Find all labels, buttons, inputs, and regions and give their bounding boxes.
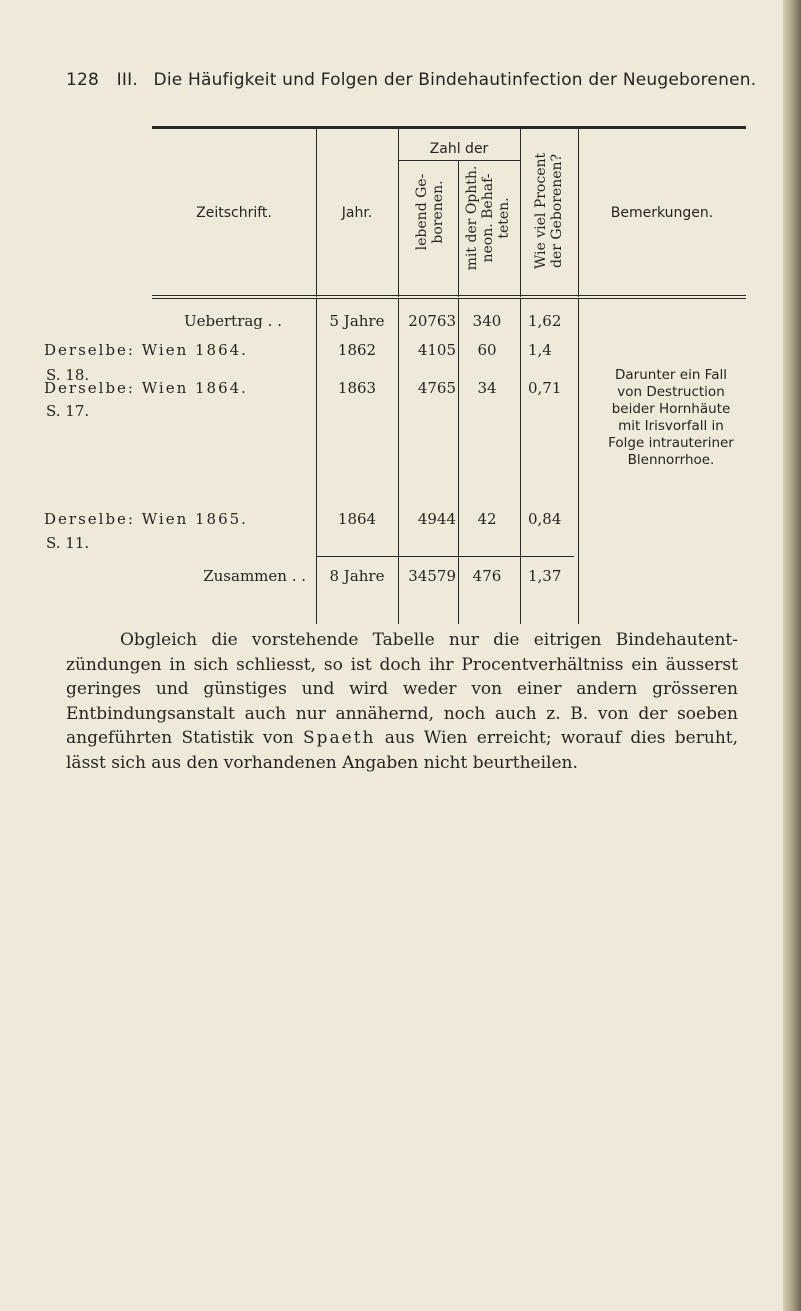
vrule-procent-header bbox=[520, 129, 521, 297]
vrule-bemerkungen bbox=[578, 299, 579, 624]
row-1864a-label: Derselbe: Wien 1864. bbox=[44, 341, 248, 359]
section-number: III. bbox=[116, 70, 138, 90]
paragraph-text-1: Obgleich die vorstehende Tabelle nur die eitrigen Bindehautentzündungen in sich schliesst, so ist doch ihr Procentverhältniss ein äusserst geringes und günstiges und wird weder von einer andern grösseren Entbindungsanstalt auch nur annähernd, noch auch z. B. von der soeben angeführten Statistik von bbox=[66, 630, 738, 748]
col-header-zeitschrift: Zeitschrift. bbox=[196, 205, 272, 221]
lebend-line2: borenen. bbox=[430, 180, 446, 244]
row-1865-source: S. 11. bbox=[46, 534, 90, 552]
row-1865-procent: 0,84 bbox=[528, 510, 562, 528]
col-header-ophth bbox=[464, 154, 514, 282]
running-title: Die Häufigkeit und Folgen der Bindehautinfection der Neugeborenen. bbox=[153, 70, 757, 90]
row-zusammen-ophth: 476 bbox=[472, 567, 502, 585]
table-top-rule bbox=[152, 126, 746, 129]
col-header-lebend bbox=[414, 149, 446, 275]
header-rule-lower bbox=[152, 298, 746, 299]
remarks-note bbox=[586, 367, 756, 469]
row-1865-lebend: 4944 bbox=[417, 510, 456, 528]
header-rule-upper bbox=[152, 295, 746, 296]
row-1864a-source: S. 18. bbox=[46, 366, 90, 384]
row-uebertrag-ophth: 340 bbox=[472, 312, 502, 330]
row-1864b-jahr: 1863 bbox=[337, 379, 377, 397]
remarks-line: Folge intrauteriner bbox=[608, 435, 734, 451]
col-header-bemerkungen: Bemerkungen. bbox=[610, 205, 714, 221]
author-name: Spaeth bbox=[302, 728, 376, 748]
remarks-line: beider Hornhäute bbox=[611, 401, 731, 417]
row-1864b-procent: 0,71 bbox=[528, 379, 562, 397]
row-1864b-label: Derselbe: Wien 1864. bbox=[44, 379, 248, 397]
col-header-zahl-der: Zahl der bbox=[429, 141, 489, 157]
row-1864a-procent: 1,4 bbox=[528, 341, 552, 359]
col-header-procent bbox=[533, 136, 565, 286]
row-uebertrag-label: Uebertrag . . bbox=[184, 312, 282, 330]
vrule-ophth-header bbox=[458, 161, 459, 297]
row-1865-ophth: 42 bbox=[477, 510, 497, 528]
row-1864b-source: S. 17. bbox=[46, 402, 90, 420]
vrule-procent bbox=[520, 299, 521, 624]
paragraph-text-2: aus Wien erreicht; worauf dies beruht, lässt sich aus den vorhandenen Angaben nicht beurtheilen. bbox=[66, 728, 739, 773]
row-1864b-lebend: 4765 bbox=[417, 379, 456, 397]
row-zusammen-lebend: 34579 bbox=[408, 567, 456, 585]
row-zusammen-jahr: 8 Jahre bbox=[329, 567, 385, 585]
ophth-line3: teten. bbox=[496, 197, 512, 239]
statistics-table bbox=[0, 0, 801, 640]
sum-rule bbox=[316, 556, 574, 557]
remarks-line: von Destruction bbox=[617, 384, 725, 400]
col-header-jahr: Jahr. bbox=[341, 205, 373, 221]
row-1865-jahr: 1864 bbox=[337, 510, 377, 528]
row-1864a-ophth: 60 bbox=[477, 341, 497, 359]
ophth-line2: neon. Behaf- bbox=[480, 173, 496, 263]
row-zusammen-label: Zusammen . . bbox=[203, 567, 306, 585]
row-uebertrag-procent: 1,62 bbox=[528, 312, 562, 330]
procent-line1: Wie viel Procent bbox=[533, 152, 549, 270]
ophth-line1: mit der Ophth. bbox=[464, 165, 480, 271]
row-1864b-ophth: 34 bbox=[477, 379, 497, 397]
procent-line2: der Geborenen? bbox=[549, 153, 565, 269]
vrule-jahr bbox=[316, 299, 317, 624]
row-1864a-jahr: 1862 bbox=[337, 341, 377, 359]
remarks-line: Blennorrhoe. bbox=[627, 452, 715, 468]
row-1864a-lebend: 4105 bbox=[417, 341, 456, 359]
row-1865-label: Derselbe: Wien 1865. bbox=[44, 510, 248, 528]
remarks-line: Darunter ein Fall bbox=[615, 367, 727, 383]
row-uebertrag-jahr: 5 Jahre bbox=[329, 312, 385, 330]
row-zusammen-procent: 1,37 bbox=[528, 567, 562, 585]
row-uebertrag-lebend: 20763 bbox=[408, 312, 456, 330]
lebend-line1: lebend Ge- bbox=[414, 173, 430, 251]
remarks-line: mit Irisvorfall in bbox=[618, 418, 724, 434]
page-number: 128 bbox=[66, 70, 100, 90]
body-paragraph bbox=[66, 628, 738, 775]
